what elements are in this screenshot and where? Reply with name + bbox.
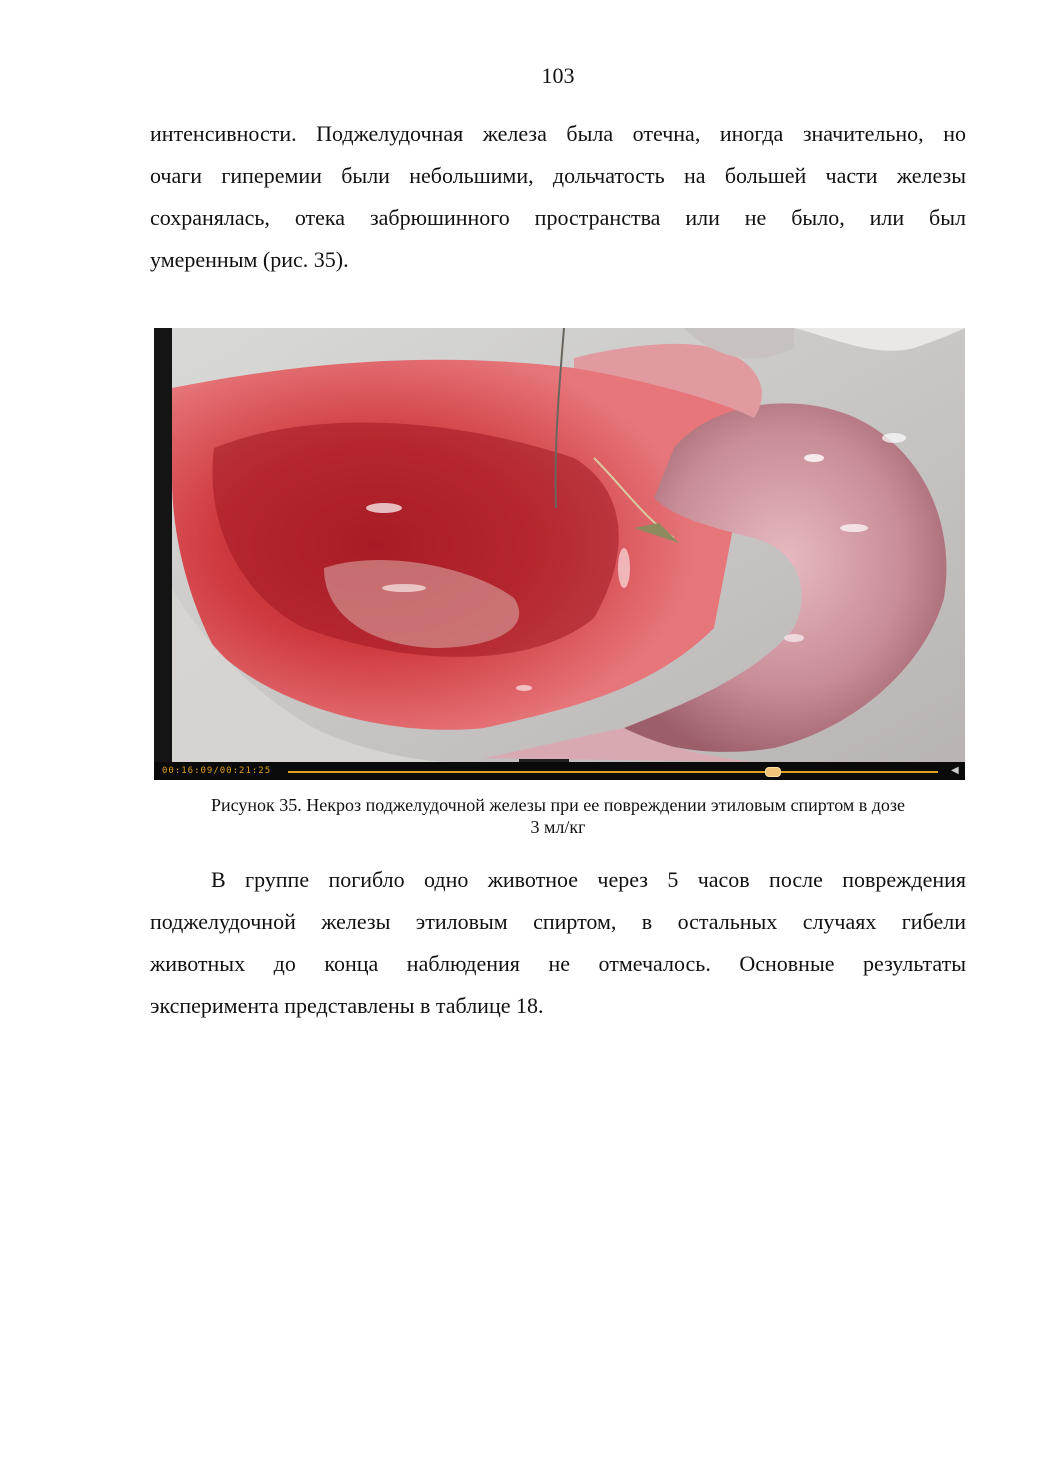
paragraph-line: интенсивности. Поджелудочная железа была отечна, иногда значительно, но	[150, 121, 966, 146]
volume-icon[interactable]: ◀	[951, 765, 959, 776]
figure-caption-line: 3 мл/кг	[530, 817, 586, 837]
paragraph-line: эксперимента представлены в таблице 18.	[150, 993, 544, 1018]
paragraph-line: очаги гиперемии были небольшими, дольчатость на большей части железы	[150, 163, 966, 188]
figure-video-frame	[154, 328, 965, 780]
paragraph-line: В группе погибло одно животное через 5 часов после повреждения	[211, 867, 966, 892]
paragraph-line: поджелудочной железы этиловым спиртом, в остальных случаях гибели	[150, 909, 966, 934]
paragraph-line: умеренным (рис. 35).	[150, 247, 349, 272]
figure-caption-line: Рисунок 35. Некроз поджелудочной железы при ее повреждении этиловым спиртом в дозе	[210, 795, 905, 815]
paragraph-line: животных до конца наблюдения не отмечалось. Основные результаты	[150, 951, 966, 976]
surgical-photo	[154, 328, 965, 762]
video-timecode: 00:16:09/00:21:25	[162, 766, 272, 776]
video-seek-track[interactable]	[288, 771, 938, 773]
page-number: 103	[541, 63, 575, 88]
paragraph-2	[150, 859, 966, 1027]
video-control-bar	[154, 762, 965, 780]
video-seek-thumb[interactable]	[765, 767, 781, 777]
paragraph-line: сохранялась, отека забрюшинного пространства или не было, или был	[150, 205, 966, 230]
paragraph-1	[150, 113, 966, 281]
figure-caption	[150, 794, 966, 838]
